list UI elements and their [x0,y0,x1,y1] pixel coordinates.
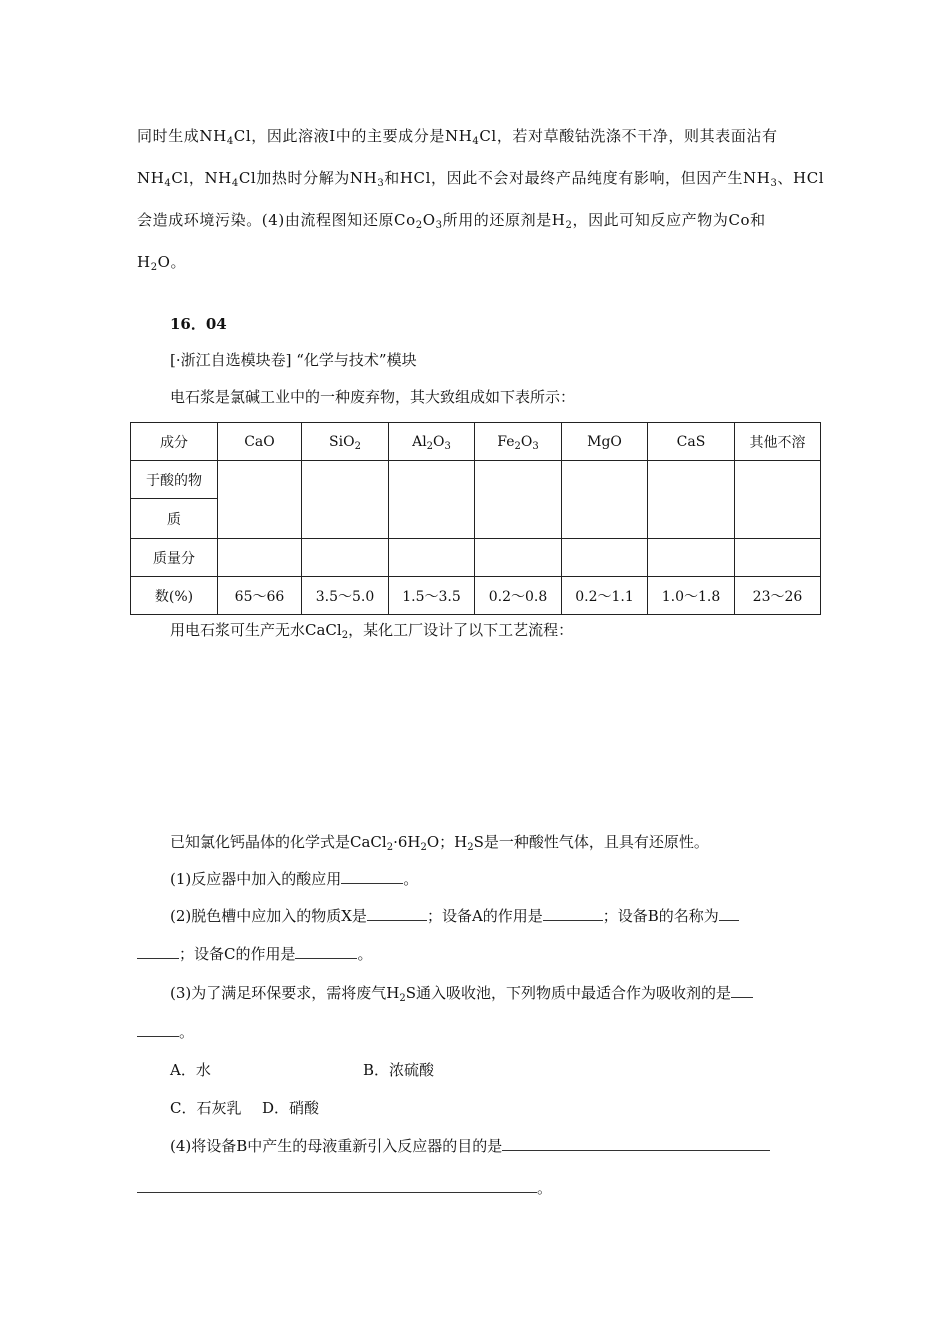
column-fe2o3: $Fe_2O_3$ [475,423,562,461]
answer-blank[interactable] [367,906,427,921]
table-cell-value: 1.5～3.5 [389,577,475,615]
answer-blank[interactable] [137,944,179,959]
answer-blank[interactable] [137,1178,537,1193]
row-label-part-b: 质 [131,499,218,539]
column-cao: CaO [218,423,302,461]
table-row [131,577,821,615]
option-c[interactable]: C．石灰乳 [170,1099,242,1117]
column-sio2: SiO$_2$ [302,423,389,461]
question-intro: 电石浆是氯碱工业中的一种废弃物，其大致组成如下表所示： [170,388,576,406]
explanation-line-3: 会造成环境污染。(4)由流程图知还原$Co_2O_3$所用的还原剂是$H_2$，因此可知反应产物为Co和 [137,211,766,231]
explanation-line-2: $NH_4Cl$，$NH_4Cl$加热时分解为$NH_3$和HCl，因此不会对最终产品纯度有影响，但因产生$NH_3$、HCl [137,169,825,189]
option-d[interactable]: D．硝酸 [262,1099,320,1117]
answer-blank[interactable] [502,1136,770,1151]
answer-blank[interactable] [295,944,357,959]
row-label-part-d: 数(%) [131,577,218,615]
composition-table [130,422,821,615]
table-cell-value: 1.0～1.8 [648,577,735,615]
table-header-row [131,423,821,461]
table-header-label: 成分 [131,423,218,461]
answer-blank[interactable] [341,869,403,884]
question-3-line-2: 。 [137,1022,194,1042]
answer-blank[interactable] [543,906,603,921]
table-row [131,461,821,499]
answer-blank[interactable] [719,906,739,921]
question-2-line-1: (2)脱色槽中应加入的物质X是 ；设备A的作用是 ；设备B的名称为 [170,906,739,926]
column-mgo: MgO [562,423,648,461]
table-cell-value: 0.2～1.1 [562,577,648,615]
table-cell-value: 65～66 [218,577,302,615]
question-4-line-2: 。 [137,1178,552,1198]
question-source: [·浙江自选模块卷] “化学与技术”模块 [170,351,417,369]
question-number: 16．04 [170,315,227,333]
column-al2o3: $Al_2O_3$ [389,423,475,461]
table-cell-value: 3.5～5.0 [302,577,389,615]
process-intro: 用电石浆可生产无水CaCl$_2$，某化工厂设计了以下工艺流程： [170,621,574,641]
column-other-insoluble: 其他不溶 [735,423,821,461]
column-cas: CaS [648,423,735,461]
option-a[interactable]: A．水 [170,1061,211,1079]
table-row [131,539,821,577]
question-2-line-2: ；设备C的作用是 。 [137,944,373,964]
table-cell-value: 23～26 [735,577,821,615]
process-flowchart-area [140,660,820,810]
row-label-part-a: 于酸的物 [131,461,218,499]
known-info: 已知氯化钙晶体的化学式是$CaCl_2\cdot 6H_2O$；$H_2S$是一种酸性气体，且具有还原性。 [170,833,709,853]
answer-blank[interactable] [137,1022,179,1037]
question-4-line-1: (4)将设备B中产生的母液重新引入反应器的目的是 [170,1136,770,1156]
question-1: (1)反应器中加入的酸应用 。 [170,870,419,888]
explanation-line-1: 同时生成$NH_4Cl$，因此溶液Ⅰ中的主要成分是$NH_4Cl$，若对草酸钴洗涤不干净，则其表面沾有 [137,127,778,147]
option-b[interactable]: B．浓硫酸 [363,1061,435,1079]
explanation-line-4: $H_2O$。 [137,253,187,273]
question-3-line-1: (3)为了满足环保要求，需将废气$H_2S$通入吸收池，下列物质中最适合作为吸收剂的是 [170,983,753,1003]
row-label-part-c: 质量分 [131,539,218,577]
answer-blank[interactable] [731,983,753,998]
table-cell-value: 0.2～0.8 [475,577,562,615]
